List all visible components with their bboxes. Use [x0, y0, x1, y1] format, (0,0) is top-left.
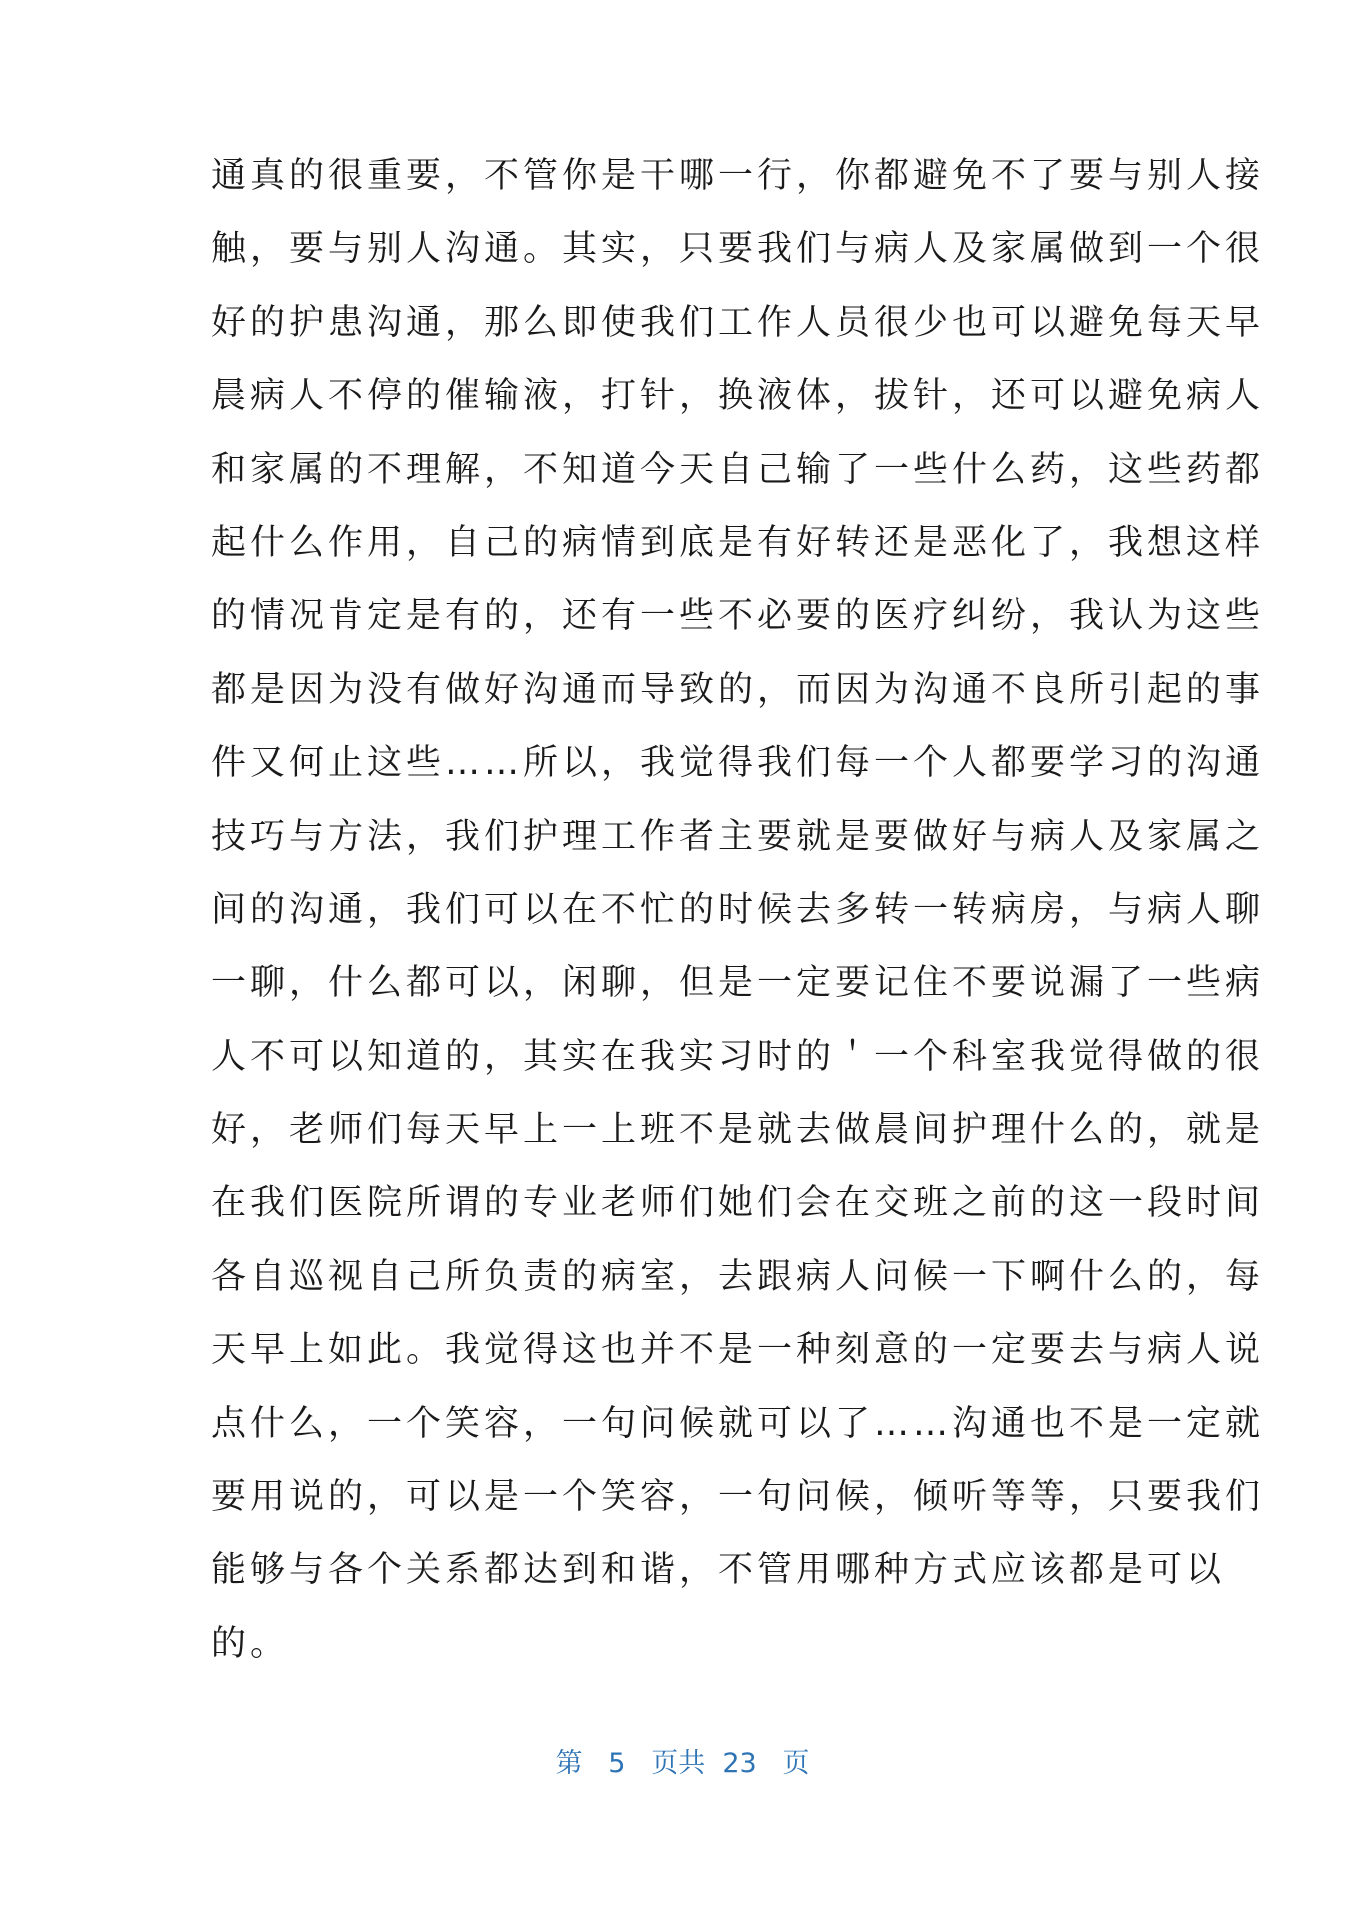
text-line: 好的护患沟通，那么即使我们工作人员很少也可以避免每天早: [211, 302, 1265, 343]
text-line: 人不可以知道的，其实在我实习时的＇一个科室我觉得做的很: [211, 1036, 1265, 1077]
text-line: 点什么，一个笑容，一句问候就可以了……沟通也不是一定就: [211, 1403, 1265, 1444]
text-line: 触，要与别人沟通。其实，只要我们与病人及家属做到一个很: [211, 229, 1265, 270]
text-line: 的。: [211, 1623, 290, 1664]
text-line: 能够与各个关系都达到和谐，不管用哪种方式应该都是可以: [211, 1550, 1226, 1591]
page-label-suffix: 页: [782, 1748, 810, 1779]
text-line: 要用说的，可以是一个笑容，一句问候，倾听等等，只要我们: [211, 1477, 1265, 1518]
page-number-footer: [0, 1744, 1365, 1784]
text-line: 一聊，什么都可以，闲聊，但是一定要记住不要说漏了一些病: [211, 963, 1265, 1004]
current-page-number: 5: [608, 1748, 626, 1779]
page-label-prefix: 第: [555, 1748, 583, 1779]
text-line: 间的沟通，我们可以在不忙的时候去多转一转病房，与病人聊: [211, 889, 1265, 930]
text-line: 晨病人不停的催输液，打针，换液体，拔针，还可以避免病人: [211, 376, 1265, 417]
text-line: 通真的很重要，不管你是干哪一行，你都避免不了要与别人接: [211, 156, 1265, 196]
text-line: 的情况肯定是有的，还有一些不必要的医疗纠纷，我认为这些: [211, 596, 1265, 637]
total-pages-number: 23: [722, 1748, 757, 1779]
body-text: [211, 140, 1265, 1681]
page-label-middle: 页共: [651, 1748, 706, 1779]
text-line: 起什么作用，自己的病情到底是有好转还是恶化了，我想这样: [211, 522, 1265, 563]
text-line: 天早上如此。我觉得这也并不是一种刻意的一定要去与病人说: [211, 1330, 1265, 1371]
text-line: 好，老师们每天早上一上班不是就去做晨间护理什么的，就是: [211, 1110, 1265, 1151]
text-line: 都是因为没有做好沟通而导致的，而因为沟通不良所引起的事: [211, 669, 1265, 710]
text-line: 技巧与方法，我们护理工作者主要就是要做好与病人及家属之: [211, 816, 1265, 857]
text-line: 各自巡视自己所负责的病室，去跟病人问候一下啊什么的，每: [211, 1256, 1265, 1297]
text-line: 在我们医院所谓的专业老师们她们会在交班之前的这一段时间: [211, 1183, 1265, 1224]
text-line: 和家属的不理解，不知道今天自己输了一些什么药，这些药都: [211, 449, 1265, 490]
text-line: 件又何止这些……所以，我觉得我们每一个人都要学习的沟通: [211, 743, 1265, 784]
